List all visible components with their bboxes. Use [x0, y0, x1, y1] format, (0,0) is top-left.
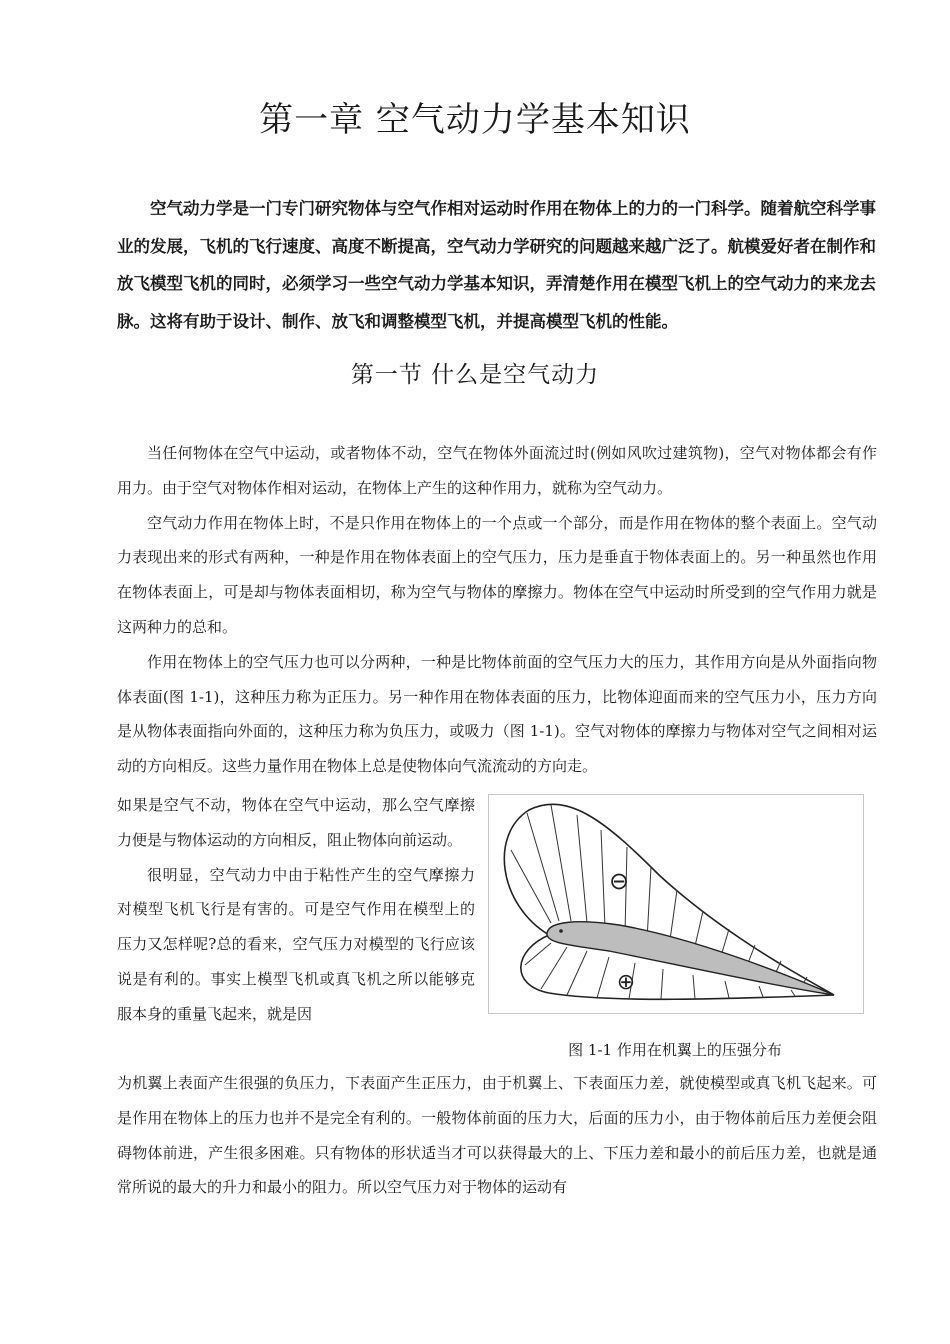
paragraph-4-continued-block: [117, 1066, 877, 1205]
airfoil-shape: [547, 922, 834, 995]
figure-caption: 图 1-1 作用在机翼上的压强分布: [568, 1041, 782, 1059]
wrapped-text-column: [117, 788, 475, 1032]
paragraph-3: 作用在物体上的空气压力也可以分两种，一种是比物体前面的空气压力大的压力，其作用方向是从外面指向物体表面(图 1-1)，这种压力称为正压力。另一种作用在物体表面的压力，比物体迎面而来的空气压力小，压力方向是从物体表面指向外面的，这种压力称为负压力，或吸力（图 1-1)。空气对物体的摩擦力与物体对空气之间相对运动的方向相反。这些力量作用在物体上总是使物体向气流流动的方向走。: [117, 652, 877, 776]
positive-pressure-symbol: ⊕: [616, 970, 636, 995]
paragraph-4-end: 为机翼上表面产生很强的负压力，下表面产生正压力，由于机翼上、下表面压力差，就使模型或真飞机飞起来。可是作用在物体上的压力也并不是完全有利的。一般物体前面的压力大，后面的压力小，由于物体前后压力差便会阻碍物体前进，产生很多困难。只有物体的形状适当才可以获得最大的上、下压力差和最小的前后压力差，也就是通常所说的最大的升力和最小的阻力。所以空气压力对于物体的运动有: [117, 1074, 877, 1197]
paragraph-4-start: 很明显，空气动力中由于粘性产生的空气摩擦力对模型飞机飞行是有害的。可是空气作用在模型上的压力又怎样呢?总的看来，空气压力对模型的飞行应该说是有利的。事实上模型飞机或真飞机之所以能够克服本身的重量飞起来，就是因: [117, 865, 475, 1023]
paragraph-2: 空气动力作用在物体上时，不是只作用在物体上的一个点或一个部分，而是作用在物体的整个表面上。空气动力表现出来的形式有两种，一种是作用在物体表面上的空气压力，压力是垂直于物体表面上的。另一种虽然也作用在物体表面上，可是却与物体表面相切，称为空气与物体的摩擦力。物体在空气中运动时所受到的空气作用力就是这两种力的总和。: [117, 513, 877, 636]
airfoil-pressure-diagram: [489, 795, 863, 1013]
pressure-distribution-figure: [488, 794, 864, 1014]
negative-pressure-symbol: ⊖: [608, 867, 630, 895]
paragraph-1: 当任何物体在空气中运动，或者物体不动，空气在物体外面流过时(例如风吹过建筑物)，空气对物体都会有作用力。由于空气对物体作相对运动，在物体上产生的这种作用力，就称为空气动力。: [117, 444, 877, 497]
suction-envelope: [504, 804, 834, 995]
section-body: [117, 436, 877, 784]
paragraph-3-continued: 如果是空气不动，物体在空气中运动，那么空气摩擦力便是与物体运动的方向相反，阻止物体向前运动。: [117, 796, 475, 849]
chapter-intro: 空气动力学是一门专门研究物体与空气作相对运动时作用在物体上的力的一门科学。随着航空科学事业的发展，飞机的飞行速度、高度不断提高，空气动力学研究的问题越来越广泛了。航模爱好者在制作和放飞模型飞机的同时，必须学习一些空气动力学基本知识，弄清楚作用在模型飞机上的空气动力的来龙去脉。这将有助于设计、制作、放飞和调整模型飞机，并提高模型飞机的性能。: [117, 199, 876, 331]
section-title: 第一节 什么是空气动力: [350, 362, 600, 388]
chapter-title: 第一章 空气动力学基本知识: [259, 100, 691, 140]
